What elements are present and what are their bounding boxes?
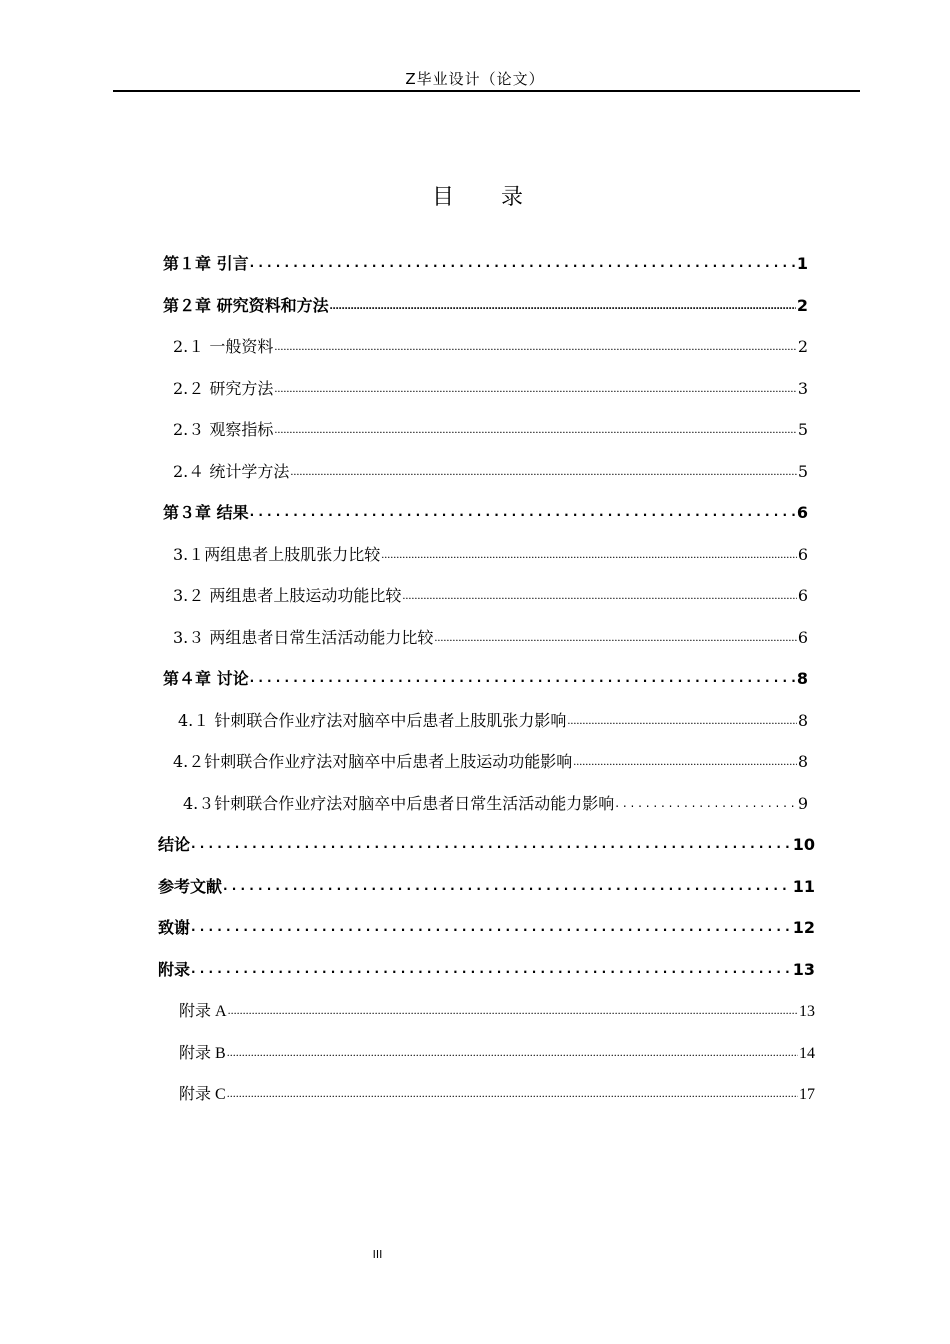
toc-entry-page: 2 (796, 296, 808, 315)
toc-entry-conclusion[interactable] (158, 832, 815, 856)
dot-leader (615, 792, 797, 811)
toc-entry-page: 5 (797, 420, 808, 439)
toc-entry-label: 第４章 讨论 (163, 669, 249, 688)
toc-entry-label: 3.２ 两组患者上肢运动功能比较 (173, 586, 402, 605)
toc-entry-label: 附录 A (179, 1003, 227, 1020)
toc-entry-page: 12 (792, 918, 815, 937)
toc-entry-3-3[interactable] (173, 625, 808, 649)
dot-leader (290, 460, 796, 479)
toc-entry-label: 附录 C (179, 1086, 226, 1103)
toc-entry-label: 附录 (158, 960, 191, 979)
dot-leader (250, 667, 796, 686)
toc-entry-label: 2.１ 一般资料 (173, 337, 274, 356)
toc-entry-page: 17 (799, 1086, 815, 1103)
toc-entry-page: 2 (797, 337, 808, 356)
toc-entry-label: 3.３ 两组患者日常生活活动能力比较 (173, 628, 434, 647)
toc-entry-4-3[interactable] (183, 791, 808, 815)
toc-entry-label: 结论 (158, 835, 191, 854)
toc-entry-2-3[interactable] (173, 417, 808, 441)
toc-entry-page: 8 (797, 752, 808, 771)
dot-leader (434, 626, 796, 645)
dot-leader (191, 916, 792, 935)
toc-entry-chapter-4[interactable] (163, 666, 808, 690)
page-number: III (372, 1248, 383, 1261)
toc-entry-2-2[interactable] (173, 376, 808, 400)
toc-entry-label: 3.１两组患者上肢肌张力比较 (173, 545, 381, 564)
dot-leader (573, 750, 797, 769)
toc-entry-label: 附录 B (179, 1045, 226, 1062)
toc-entry-label: 第１章 引言 (163, 254, 249, 273)
dot-leader (228, 1001, 798, 1019)
toc-entry-chapter-1[interactable] (163, 251, 808, 275)
dot-leader (330, 294, 796, 313)
toc-entry-appendix[interactable] (158, 957, 815, 981)
toc-entry-label: 4.２针刺联合作业疗法对脑卒中后患者上肢运动功能影响 (173, 752, 573, 771)
dot-leader (250, 252, 796, 271)
toc-entry-page: 1 (796, 254, 808, 273)
toc-entry-page: 6 (797, 586, 808, 605)
dot-leader (250, 501, 796, 520)
toc-title: 目 录 (432, 185, 543, 210)
dot-leader (191, 833, 792, 852)
toc-entry-3-1[interactable] (173, 542, 808, 566)
toc-entry-appendix-c[interactable] (179, 1081, 815, 1105)
toc-entry-label: 4.１ 针刺联合作业疗法对脑卒中后患者上肢肌张力影响 (178, 711, 567, 730)
toc-entry-page: 6 (797, 628, 808, 647)
toc-entry-page: 3 (797, 379, 808, 398)
dot-leader (227, 1043, 798, 1061)
toc-entry-label: 4.３针刺联合作业疗法对脑卒中后患者日常生活活动能力影响 (183, 794, 615, 813)
toc-entry-page: 11 (792, 877, 815, 896)
toc-entry-appendix-a[interactable] (179, 998, 815, 1022)
toc-entry-label: 第２章 研究资料和方法 (163, 296, 329, 315)
toc-entry-page: 5 (797, 462, 808, 481)
toc-entry-page: 6 (796, 503, 808, 522)
toc-entry-label: 2.３ 观察指标 (173, 420, 274, 439)
toc-entry-appendix-b[interactable] (179, 1040, 815, 1064)
toc-entry-acknowledgements[interactable] (158, 915, 815, 939)
dot-leader (274, 335, 796, 354)
toc-entry-page: 14 (799, 1045, 815, 1062)
toc-entry-page: 13 (792, 960, 815, 979)
toc-entry-page: 6 (797, 545, 808, 564)
toc-entry-references[interactable] (158, 874, 815, 898)
dot-leader (223, 875, 792, 894)
toc-entry-page: 9 (797, 794, 808, 813)
toc-entry-4-2[interactable] (173, 749, 808, 773)
toc-entry-page: 8 (796, 669, 808, 688)
dot-leader (191, 958, 792, 977)
dot-leader (274, 418, 796, 437)
toc-entry-2-1[interactable] (173, 334, 808, 358)
toc-entry-label: 第３章 结果 (163, 503, 249, 522)
running-header: Z毕业设计（论文） (405, 70, 545, 88)
dot-leader (274, 377, 796, 396)
dot-leader (381, 543, 797, 562)
toc-entry-label: 致谢 (158, 918, 191, 937)
toc-entry-2-4[interactable] (173, 459, 808, 483)
toc-entry-4-1[interactable] (178, 708, 808, 732)
toc-entry-page: 10 (792, 835, 815, 854)
dot-leader (402, 584, 796, 603)
dot-leader (567, 709, 796, 728)
toc-entry-label: 2.４ 统计学方法 (173, 462, 290, 481)
toc-entry-label: 参考文献 (158, 877, 223, 896)
toc-entry-label: 2.２ 研究方法 (173, 379, 274, 398)
toc-entry-chapter-2[interactable] (163, 293, 808, 317)
toc-entry-3-2[interactable] (173, 583, 808, 607)
dot-leader (227, 1084, 798, 1102)
toc-entry-page: 13 (799, 1003, 815, 1020)
toc-entry-chapter-3[interactable] (163, 500, 808, 524)
toc-entry-page: 8 (797, 711, 808, 730)
